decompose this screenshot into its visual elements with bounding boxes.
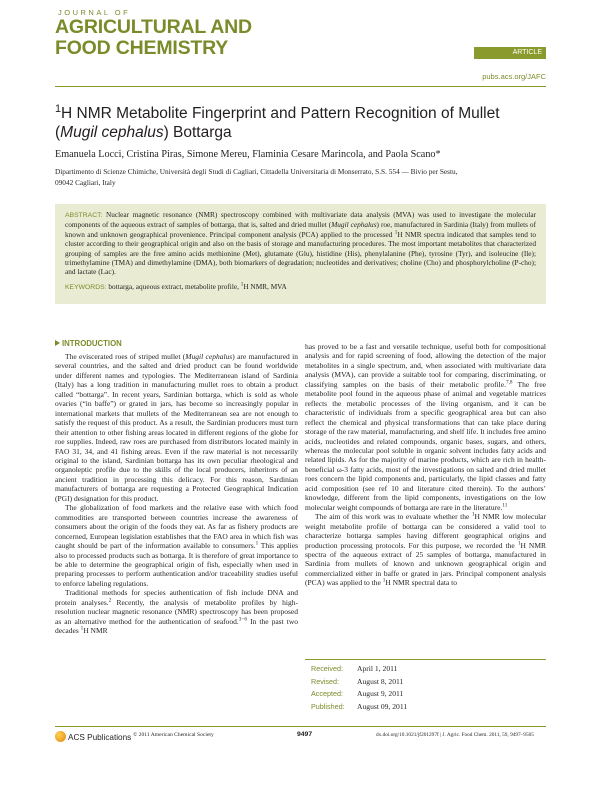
page-number: 9497 — [297, 731, 313, 738]
paragraph: has proved to be a fast and versatile technique, useful both for compositional analysis and for rapid screening of food, allowing the detection of the major metabolites in a single spectrum, and, when associated with multivariate data analysis (MVA), can provide a suitable tool for comparing, discriminating, or classifying samples on the basis of their metabolic profile.$^{7,8}$ The free metabolite pool found in the aqueous phase of animal and vegetable matrices reflects the metabolic processes of the living organism, and it can be characteristic of individuals from a specific geographical area but can also reflect the chemical and physical transformations that can take place during storage of the raw material, manufacturing, and shelf life. It includes free amino acids, nucleotides and related compounds, organic bases, sugars, and others, whereas the molecular pool soluble in organic solvent includes fatty acids and related lipids. As for the majority of marine products, which are rich in health-beneficial ω-3 fatty acids, most of the investigations on salted and dried mullet roes concern the lipid components and, particularly, the lipid classes and fatty acid composition (see ref 10 and literature cited therein). To the authors’ knowledge, different from the lipid components, investigations on the low molecular weight compounds of bottarga are rare in the literature.$^{11}$ — [305, 342, 546, 512]
journal-url-link[interactable]: pubs.acs.org/JAFC — [482, 72, 546, 81]
article-type-badge: ARTICLE — [474, 47, 546, 59]
journal-name-line1: AGRICULTURAL AND — [55, 16, 252, 38]
keywords: KEYWORDS: bottarga, aqueous extract, metabolite profile, $^1$H NMR, MVA — [65, 281, 287, 291]
footer-divider — [55, 726, 546, 727]
date-row-received: Received: April 1, 2011 — [311, 664, 398, 673]
journal-name-line2: FOOD CHEMISTRY — [55, 37, 229, 59]
date-row-published: Published: August 09, 2011 — [311, 702, 408, 712]
acs-publications-logo[interactable]: ACS Publications — [55, 731, 131, 742]
footer-copyright: © 2011 American Chemical Society — [133, 732, 214, 738]
triangle-bullet-icon — [55, 340, 60, 346]
dates-divider — [305, 659, 546, 660]
article-title: $^1$H NMR Metabolite Fingerprint and Pattern Recognition of Mullet (Mugil cephalus) Bottarga — [55, 102, 500, 141]
publication-dates — [311, 663, 407, 714]
author-list: Emanuela Locci, Cristina Piras, Simone Mereu, Flaminia Cesare Marincola, and Paola Scano* — [55, 149, 441, 160]
section-heading-introduction: INTRODUCTION — [55, 339, 122, 348]
journal-of-label: JOURNAL OF — [58, 8, 131, 17]
date-row-accepted: Accepted: August 9, 2011 — [311, 689, 404, 699]
affiliation: Dipartimento di Scienze Chimiche, Università degli Studi di Cagliari, Cittadella Universitaria di Monserrato, S.S. 554 — Bivio per Sestu, 09042 Cagliari, Italy — [55, 167, 458, 187]
body-column-left — [55, 352, 298, 636]
header-divider — [55, 86, 546, 87]
abstract-label: ABSTRACT: — [65, 212, 103, 219]
paragraph: Traditional methods for species authentication of fish include DNA and protein analyses.$^2$ Recently, the analysis of metabolite profiles by high-resolution nuclear magnetic resonance (NMR) spectroscopy has been proposed as an alternative method for the authentication of seafood.$^{3-6}$ In the past two decades $^1$H NMR — [55, 588, 299, 636]
paragraph: The eviscerated roes of striped mullet (Mugil cephalus) are manufactured in several countries, and the salted and dried product can be found worldwide under different names and typologies. The Mediterranean island of Sardinia (Italy) has a long tradition in manufacturing mullet roes to obtain a product called “bottarga”. In recent years, Sardinian bottarga, which is sold as whole ovaries (“in baffe”) or grated in jars, has become so increasingly popular in international markets that mullets of the Mediterranean sea are not enough to satisfy the request of this product. As a result, the Sardinian producers must turn their attention to other fishing areas located in different regions of the globe for roe supplies. Indeed, raw roes are purchased from distributors located mainly in FAO 31, 34, and 41 fishing areas. Even if the raw material is not necessarily original to the island, Sardinian bottarga has its own peculiar rheological and organoleptic profile due to the skills of the local producers, inheritors of an ancient tradition in processing this delicacy. For this reason, Sardinian manufacturers of bottarga are requesting a Protected Geographical Indication (PGI) designation for this product. — [55, 352, 298, 503]
abstract-text: ABSTRACT: Nuclear magnetic resonance (NMR) spectroscopy combined with multivariate data analysis (MVA) was used to investigate the molecular components of the aqueous extract of samples of bottarga, that is, salted and dried mullet (Mugil cephalus) roe, manufactured in Sardinia (Italy) from mullets of known and unknown geographical provenience. Principal component analysis (PCA) applied to the processed $^1$H NMR spectra indicated that samples tend to cluster according to their geographical origin and also on the basis of storage and manufacturing procedures. The most important metabolites that characterized grouping of samples are the free amino acids methionine (Met), glutamate (Glu), histidine (His), phenylalanine (Phe), tyrosine (Tyr), and isoleucine (Ile); trimethylamine (TMA) and dimethylamine (DMA), both biomarkers of degradation; nucleotides and derivatives; choline (Cho) and phosphorylcholine (P-cho); and lactate (Lac). — [65, 210, 537, 277]
paragraph: The aim of this work was to evaluate whether the $^1$H NMR low molecular weight metabolite profile of bottarga can be considered a valid tool to characterize bottarga samples having different geographical origins and production processing protocols. For this purpose, we recorded the $^1$H NMR spectra of the aqueous extract of 25 samples of bottarga, manufactured in Sardinia from mullets of known and unknown geographical origin and commercialized either in baffe or grated in jars. Principal component analysis (PCA) was applied to the $^1$H NMR spectral data to — [305, 511, 546, 588]
keywords-label: KEYWORDS: — [65, 283, 107, 291]
acs-logo-icon — [55, 731, 66, 742]
abstract-box — [55, 204, 546, 304]
doi-citation-link[interactable]: dx.doi.org/10.1021/jf201297f | J. Agric. Food Chem. 2011, 59, 9497–9505 — [376, 732, 534, 738]
date-row-revised: Revised: August 8, 2011 — [311, 676, 404, 686]
body-column-right — [305, 342, 546, 588]
paragraph: The globalization of food markets and the relative ease with which food commodities are transported between countries increase the awareness of consumers about the origin of the foods they eat. As far as fishery products are concerned, European legislation establishes that the FAO area in which fish was caught should be part of the information available to consumers.$^1$ This applies also to processed products such as bottarga. It is therefore of great importance to be able to determine the geographical origin of fish, especially when used in preparing processes to perform authentication and/or traceability studies useful to enforce labeling regulations. — [55, 503, 298, 588]
